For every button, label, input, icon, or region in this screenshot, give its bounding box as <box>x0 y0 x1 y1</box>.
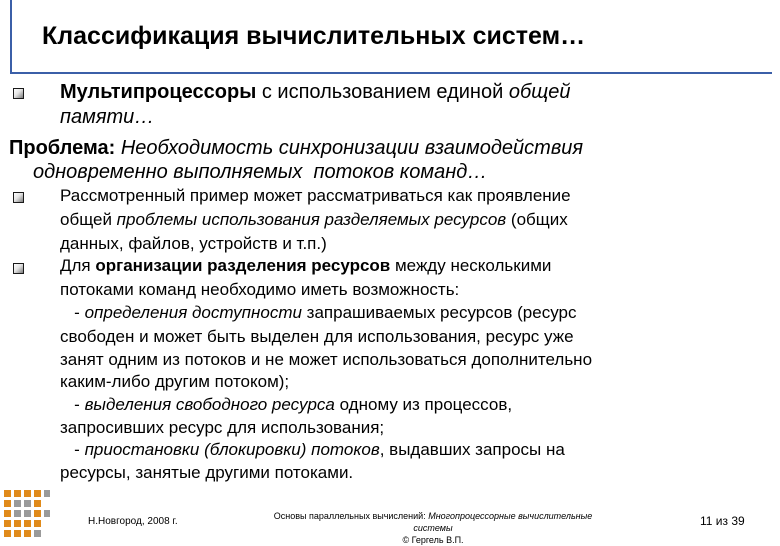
sub-1-line-7 <box>60 418 384 438</box>
text-run: потоками команд необходимо иметь возможность: <box>60 280 460 299</box>
text-run: организации разделения ресурсов <box>95 256 391 275</box>
text-run: свободен и может быть выделен для использования, ресурс уже <box>60 327 574 346</box>
sub-1-line-2 <box>60 303 576 323</box>
footer-course-italic: Многопроцессорные вычислительные <box>428 511 593 521</box>
sub-0-line-2 <box>60 234 327 254</box>
sub-1-line-8 <box>60 440 565 460</box>
text-run: с использованием единой <box>256 81 509 103</box>
checkbox-bullet-icon <box>13 192 24 203</box>
bullet-0-line-0 <box>60 81 570 104</box>
sub-0-line-0 <box>60 186 571 206</box>
sub-1-line-9 <box>60 463 353 483</box>
sub-1-line-5 <box>60 372 289 392</box>
slide-title: Классификация вычислительных систем… <box>42 22 586 50</box>
sub-1-line-3 <box>60 327 574 347</box>
footer-course-info <box>238 510 628 546</box>
sub-1-line-6 <box>60 395 512 415</box>
page-number: 11 из 39 <box>700 514 745 528</box>
text-run: Мультипроцессоры <box>60 81 257 103</box>
text-run: ресурсы, занятые другими потоками. <box>60 463 354 482</box>
text-run: , выдавших запросы на <box>379 440 565 459</box>
checkbox-bullet-icon <box>13 88 24 99</box>
text-run: памяти… <box>60 106 155 128</box>
footer-location-date: Н.Новгород, 2008 г. <box>88 516 178 527</box>
text-run: занят одним из потоков и не может использоваться дополнительно <box>60 350 593 369</box>
sub-1-line-4 <box>60 350 592 370</box>
problem-line-0 <box>9 137 583 160</box>
text-run: - <box>60 395 85 414</box>
text-run: данных, файлов, устройств и т.п.) <box>60 234 327 253</box>
text-run: одновременно выполняемых потоков команд… <box>33 161 488 183</box>
text-run: (общих <box>506 210 568 229</box>
text-run: приостановки (блокировки) потоков <box>84 440 380 459</box>
university-logo-icon <box>2 488 52 540</box>
checkbox-bullet-icon <box>13 263 24 274</box>
text-run: проблемы использования разделяемых ресурсов <box>116 210 507 229</box>
text-run: Рассмотренный пример может рассматриваться как проявление <box>60 186 571 205</box>
footer-author: © Гергель В.П. <box>402 535 464 545</box>
text-run: Проблема <box>9 137 109 159</box>
text-run: выделения свободного ресурса <box>84 395 335 414</box>
footer-course-plain: Основы параллельных вычислений: <box>273 511 429 521</box>
sub-1-line-0 <box>60 256 551 276</box>
text-run: каким-либо другим потоком); <box>60 372 290 391</box>
text-run: запрашиваемых ресурсов (ресурс <box>301 303 577 322</box>
text-run: определения доступности <box>84 303 302 322</box>
sub-1-line-1 <box>60 280 459 300</box>
text-run: Необходимость синхронизации взаимодействия <box>120 137 584 159</box>
text-run: - <box>60 440 85 459</box>
text-run: общей <box>60 210 117 229</box>
footer-course-italic-2: системы <box>413 523 453 533</box>
text-run: общей <box>508 81 571 103</box>
text-run: : <box>108 137 121 159</box>
bullet-0-line-1 <box>60 106 154 129</box>
text-run: - <box>60 303 85 322</box>
problem-line-1 <box>33 161 487 184</box>
text-run: одному из процессов, <box>334 395 513 414</box>
sub-0-line-1 <box>60 210 568 230</box>
text-run: запросивших ресурс для использования; <box>60 418 385 437</box>
text-run: Для <box>60 256 96 275</box>
text-run: между несколькими <box>390 256 552 275</box>
